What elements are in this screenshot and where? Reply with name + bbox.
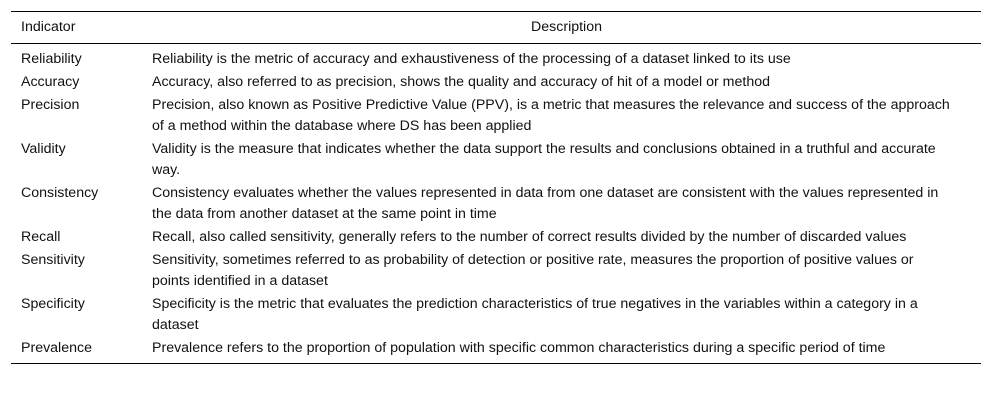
description-cell: Reliability is the metric of accuracy and exhaustiveness of the processing of a dataset linked to its use: [152, 51, 791, 67]
table-row: [11, 94, 981, 138]
description-cell: Recall, also called sensitivity, generally refers to the number of correct results divided by the number of discarded values: [152, 229, 907, 245]
table-row: [11, 182, 981, 226]
indicator-cell: Sensitivity: [21, 252, 85, 268]
indicator-cell: Precision: [21, 97, 80, 113]
table-row: [11, 337, 981, 364]
description-cell: Precision, also known as Positive Predictive Value (PPV), is a metric that measures the relevance and success of the approach of a method within the database where DS has been applied: [152, 97, 950, 134]
indicator-cell: Recall: [21, 229, 61, 245]
indicator-cell: Validity: [21, 141, 66, 157]
header-indicator: Indicator: [21, 19, 76, 35]
table-row: [11, 249, 981, 293]
header-row: [11, 12, 981, 44]
description-cell: Validity is the measure that indicates whether the data support the results and conclusions obtained in a truthful and accurate way.: [152, 141, 936, 178]
description-cell: Consistency evaluates whether the values represented in data from one dataset are consistent with the values represented in the data from another dataset at the same point in time: [152, 185, 939, 222]
header-description: Description: [531, 19, 602, 35]
table-row: [11, 138, 981, 182]
indicator-cell: Consistency: [21, 185, 99, 201]
indicator-cell: Accuracy: [21, 74, 80, 90]
description-cell: Accuracy, also referred to as precision, shows the quality and accuracy of hit of a model or method: [152, 74, 770, 90]
indicator-table-container: [11, 11, 981, 364]
table-body: [11, 44, 981, 364]
description-cell: Specificity is the metric that evaluates the prediction characteristics of true negatives in the variables within a category in a dataset: [152, 296, 918, 333]
table-row: [11, 293, 981, 337]
table-header: [11, 12, 981, 44]
table-row: [11, 226, 981, 249]
indicator-cell: Reliability: [21, 51, 82, 67]
indicator-cell: Prevalence: [21, 340, 92, 356]
table-row: [11, 44, 981, 72]
indicator-cell: Specificity: [21, 296, 85, 312]
indicator-table: [11, 11, 981, 364]
table-row: [11, 71, 981, 94]
description-cell: Sensitivity, sometimes referred to as probability of detection or positive rate, measures the proportion of positive values or points identified in a dataset: [152, 252, 914, 289]
description-cell: Prevalence refers to the proportion of population with specific common characteristics during a specific period of time: [152, 340, 886, 356]
